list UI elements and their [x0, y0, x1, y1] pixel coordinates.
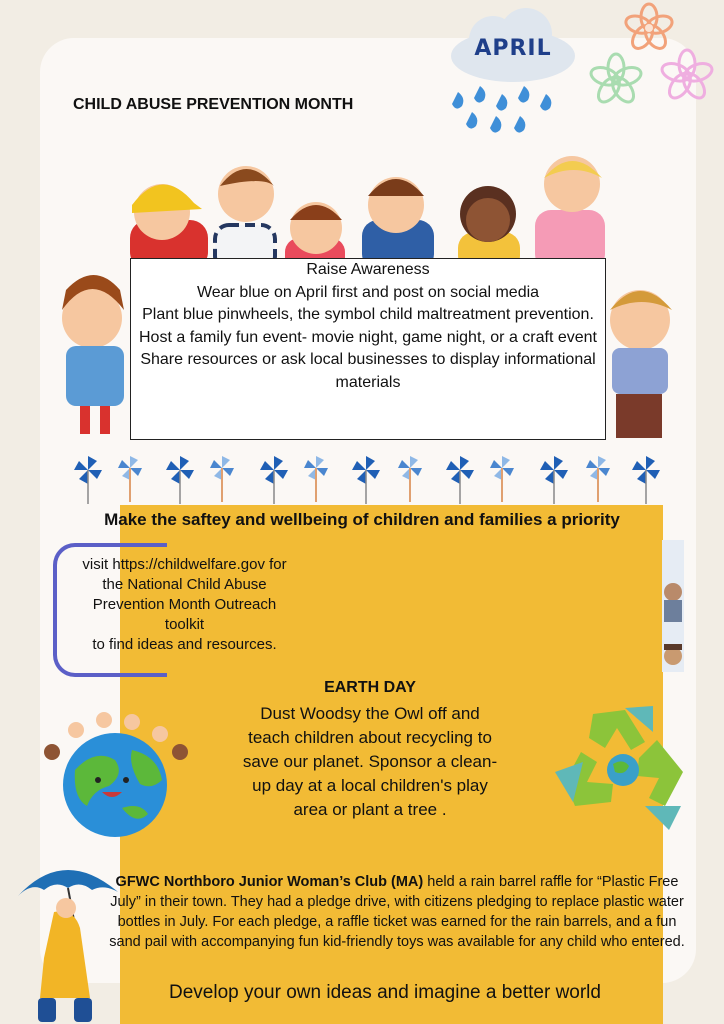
- flower-icon: [658, 46, 716, 106]
- closing-line: Develop your own ideas and imagine a better world: [169, 982, 601, 1003]
- awareness-item: Wear blue on April first and post on social media: [196, 283, 540, 301]
- awareness-item: Plant blue pinwheels, the symbol child maltreatment prevention.: [142, 306, 594, 323]
- awareness-item: Host a family fun event- movie night, game night, or a craft event: [139, 328, 597, 346]
- gfwc-paragraph: [108, 872, 686, 952]
- cloud-label: APRIL: [474, 36, 552, 61]
- visit-line: the National Child Abuse: [102, 576, 267, 593]
- awareness-heading: Raise Awareness: [306, 261, 430, 278]
- month-title: CHILD ABUSE PREVENTION MONTH: [73, 96, 354, 113]
- awareness-item: Share resources or ask local businesses to display informational materials: [140, 351, 596, 391]
- flower-icon: [587, 52, 645, 108]
- earth-day-text: Dust Woodsy the Owl off and teach children about recycling to save our planet. Sponsor a clean-up day at a local children's play area or plant a tree .: [242, 704, 498, 819]
- raindrops-icon: [448, 82, 560, 142]
- awareness-box: [130, 258, 606, 440]
- visit-line: toolkit: [164, 616, 205, 633]
- earth-day-title: EARTH DAY: [324, 679, 416, 696]
- visit-line: to find ideas and resources.: [92, 636, 277, 653]
- umbrella-icon: [14, 852, 124, 1024]
- priority-heading: Make the saftey and wellbeing of children and families a priority: [104, 510, 620, 529]
- recycle-icon: [553, 702, 693, 832]
- visit-line: Prevention Month Outreach: [92, 596, 277, 613]
- visit-resources-text: [62, 555, 307, 655]
- globe-icon: [40, 700, 195, 840]
- gfwc-text: held a rain barrel raffle for “Plastic Free July” in their town. They had a pledge drive, with citizens pledging to replace plastic water bottles in July. For each pledge, a raffle ticket was earned for the rain barrels, and a fun sand pail with accompanying fun kid-friendly toys was available for any child who entered.: [109, 874, 685, 950]
- club-name: GFWC Northboro Junior Woman’s Club (MA): [115, 874, 424, 890]
- pinwheel-row: [70, 452, 670, 508]
- visit-line: visit https://childwelfare.gov for: [82, 556, 287, 573]
- family-photos: [662, 540, 684, 672]
